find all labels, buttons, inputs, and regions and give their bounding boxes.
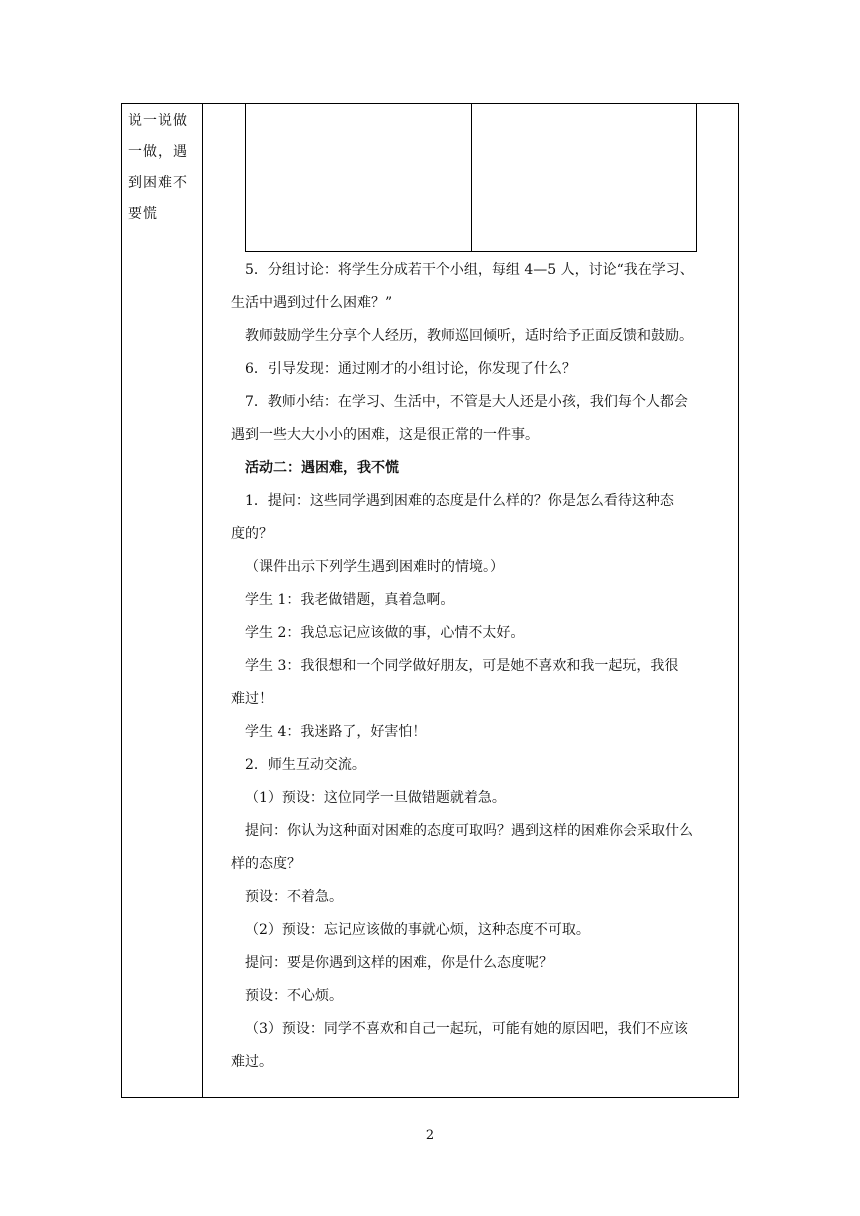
blank-box-right: [471, 104, 697, 251]
paragraph: 学生 1：我老做错题，真着急啊。: [245, 592, 455, 608]
side-label: 说一说做一做，遇到困难不要慌: [128, 113, 188, 222]
paragraph: 提问：你认为这种面对困难的态度可取吗？遇到这样的困难你会采取什么: [245, 823, 693, 839]
paragraph: 5．分组讨论：将学生分成若干个小组，每组 4—5 人，讨论“我在学习、: [245, 262, 694, 278]
paragraph: 学生 3：我很想和一个同学做好朋友，可是她不喜欢和我一起玩，我很: [245, 658, 679, 674]
paragraph: 6．引导发现：通过刚才的小组讨论，你发现了什么？: [245, 361, 576, 377]
paragraph: 学生 4：我迷路了，好害怕！: [245, 724, 427, 740]
paragraph: （3）预设：同学不喜欢和自己一起玩，可能有她的原因吧，我们不应该: [245, 1021, 688, 1037]
paragraph: 生活中遇到过什么困难？”: [231, 295, 393, 311]
paragraph: 1．提问：这些同学遇到困难的态度是什么样的？你是怎么看待这种态: [245, 493, 674, 509]
side-label-cell: [122, 104, 203, 1097]
paragraph: 样的态度？: [231, 856, 301, 872]
paragraph: 遇到一些大大小小的困难，这是很正常的一件事。: [231, 427, 539, 443]
paragraph: 教师鼓励学生分享个人经历，教师巡回倾听，适时给予正面反馈和鼓励。: [245, 328, 693, 344]
lesson-content: [204, 254, 736, 1079]
blank-box-table: [245, 104, 697, 252]
page-number: 2: [425, 1128, 435, 1143]
paragraph: 度的？: [231, 526, 273, 542]
paragraph: 提问：要是你遇到这样的困难，你是什么态度呢？: [245, 955, 553, 971]
paragraph: 7．教师小结：在学习、生活中，不管是大人还是小孩，我们每个人都会: [245, 394, 688, 410]
paragraph: （课件出示下列学生遇到困难时的情境。）: [245, 559, 504, 575]
paragraph: （2）预设：忘记应该做的事就心烦，这种态度不可取。: [245, 922, 590, 938]
section-heading: 活动二：遇困难，我不慌: [245, 460, 399, 476]
paragraph: 难过。: [231, 1054, 273, 1070]
paragraph: （1）预设：这位同学一旦做错题就着急。: [245, 790, 506, 806]
paragraph: 预设：不着急。: [245, 889, 343, 905]
paragraph: 2．师生互动交流。: [245, 757, 366, 773]
paragraph: 难过！: [231, 691, 273, 707]
paragraph: 预设：不心烦。: [245, 988, 343, 1004]
blank-box-left: [246, 104, 472, 251]
paragraph: 学生 2：我总忘记应该做的事，心情不太好。: [245, 625, 525, 641]
lesson-table: [121, 103, 739, 1098]
